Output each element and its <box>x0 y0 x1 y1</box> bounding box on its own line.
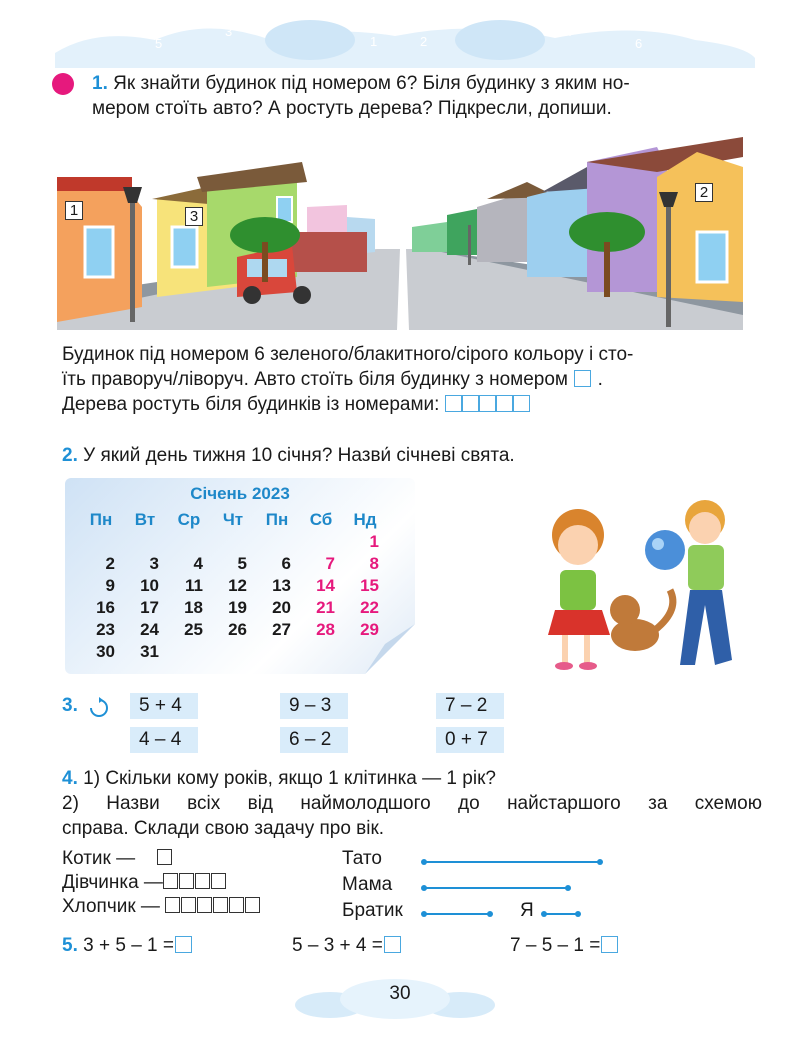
page-curl <box>365 624 415 674</box>
answer-box[interactable] <box>513 395 530 412</box>
calendar-day <box>255 642 299 664</box>
cloud-digit: 0 <box>395 16 403 31</box>
task4-text: 4. 1) Скільки кому років, якщо 1 клітинка — 1 рік? 2) Назви всіх від наймолодшого до найстаршого за схемою справа. Склади свою задачу про вік. <box>62 768 762 839</box>
house-label: 2 <box>695 183 713 202</box>
task5-expr3: 7 – 5 – 1 = <box>510 933 619 958</box>
calendar-day: 9 <box>105 576 115 595</box>
calendar-weekday: Вт <box>134 510 156 529</box>
answer-box[interactable] <box>496 395 513 412</box>
calendar-day: 4 <box>193 554 203 573</box>
calendar-day: 28 <box>316 620 335 639</box>
task-number: 1. <box>92 73 108 94</box>
task1-question-line1: Як знайти будинок під номером 6? Біля будинку з яким но- <box>113 73 630 94</box>
task2-question: 2. У який день тижня 10 січня? Назви́ січневі свята. <box>62 445 515 466</box>
calendar-weekday: Чт <box>222 510 244 529</box>
age-schema-left: Котик — Дівчинка — Хлопчик — <box>62 846 332 918</box>
calendar-weekday: Ср <box>177 510 201 529</box>
calendar-day: 25 <box>184 620 203 639</box>
calendar-day: 20 <box>272 598 291 617</box>
calendar-day: 7 <box>325 554 335 573</box>
calendar-weekday: Пн <box>265 510 289 529</box>
calendar-day <box>211 642 255 664</box>
cloud-digit: 1 <box>370 34 378 49</box>
age-cell <box>179 873 194 889</box>
children-with-cat-illustration <box>540 490 750 675</box>
calendar-day <box>79 532 123 554</box>
expression: 6 – 2 <box>280 727 348 753</box>
task1-answer <box>62 342 762 417</box>
calendar-day: 2 <box>105 554 115 573</box>
calendar-weekday: Пн <box>89 510 113 529</box>
age-cell <box>163 873 178 889</box>
calendar-day: 13 <box>272 576 291 595</box>
task5-expr1: 5. 3 + 5 – 1 = <box>62 933 193 958</box>
age-cell <box>229 897 244 913</box>
calendar-grid <box>79 510 387 664</box>
answer-box[interactable] <box>601 936 618 953</box>
calendar-day: 3 <box>149 554 159 573</box>
calendar-weekday: Сб <box>309 510 333 529</box>
calendar-day <box>167 642 211 664</box>
expression: 9 – 3 <box>280 693 348 719</box>
answer-line2: їть праворуч/ліворуч. Авто стоїть біля будинку з номером . <box>62 369 603 390</box>
cloud-digit: 8 <box>695 24 703 39</box>
task1-question-line2: мером стоїть авто? А ростуть дерева? Підкресли, допиши. <box>92 98 612 119</box>
calendar-day: 15 <box>360 576 379 595</box>
age-schema-right-ya: Я <box>520 900 534 921</box>
age-line-bratyk <box>424 913 490 915</box>
calendar-day: 24 <box>140 620 159 639</box>
calendar-day: 1 <box>369 532 379 551</box>
age-cell <box>197 897 212 913</box>
task3-number: 3. <box>62 695 78 716</box>
calendar-day: 18 <box>184 598 203 617</box>
calendar-day: 23 <box>96 620 115 639</box>
expression: 5 + 4 <box>130 693 198 719</box>
calendar-day: 16 <box>96 598 115 617</box>
answer-box[interactable] <box>175 936 192 953</box>
refresh-icon <box>88 697 110 719</box>
calendar-day: 26 <box>228 620 247 639</box>
task-number: 5. <box>62 935 78 956</box>
age-schema-right-tato: Тато <box>342 848 382 869</box>
age-cell <box>213 897 228 913</box>
age-cell <box>165 897 180 913</box>
calendar-day: 31 <box>140 642 159 661</box>
age-line-mama <box>424 887 568 889</box>
calendar <box>65 478 415 674</box>
calendar-day: 30 <box>96 642 115 661</box>
calendar-day: 6 <box>281 554 291 573</box>
calendar-day <box>123 532 167 554</box>
age-cell <box>211 873 226 889</box>
calendar-day: 11 <box>185 576 203 595</box>
answer-box[interactable] <box>445 395 462 412</box>
street-illustration <box>57 137 743 330</box>
top-clouds-banner <box>55 8 755 68</box>
calendar-day <box>211 532 255 554</box>
cloud-digit: 7 <box>105 22 113 37</box>
age-schema-right-bratyk: Братик <box>342 900 403 921</box>
calendar-day: 12 <box>228 576 247 595</box>
expression: 4 – 4 <box>130 727 198 753</box>
calendar-day: 22 <box>360 598 379 617</box>
calendar-day: 29 <box>360 620 379 639</box>
house-label: 1 <box>65 201 83 220</box>
task-number: 4. <box>62 768 78 789</box>
age-line-ya <box>544 913 578 915</box>
calendar-title: Січень 2023 <box>190 484 290 503</box>
calendar-day: 17 <box>140 598 159 617</box>
age-cell <box>245 897 260 913</box>
answer-box[interactable] <box>479 395 496 412</box>
cloud-digit: 6 <box>635 36 643 51</box>
answer-box[interactable] <box>574 370 591 387</box>
expression: 7 – 2 <box>436 693 504 719</box>
house-label: 3 <box>185 207 203 226</box>
calendar-day: 19 <box>228 598 247 617</box>
cloud-digit: 5 <box>155 36 163 51</box>
age-cell <box>181 897 196 913</box>
cloud-digit: 3 <box>225 24 233 39</box>
age-cell <box>195 873 210 889</box>
calendar-day: 14 <box>316 576 335 595</box>
answer-box[interactable] <box>384 936 401 953</box>
calendar-day: 21 <box>316 598 335 617</box>
expression: 0 + 7 <box>436 727 504 753</box>
page-number: 30 <box>389 983 411 1004</box>
calendar-day <box>255 532 299 554</box>
task1-question <box>92 71 772 121</box>
task5-expr2: 5 – 3 + 4 = <box>292 933 402 958</box>
age-cell <box>157 849 172 865</box>
bullet-dot <box>52 73 74 95</box>
calendar-day: 5 <box>237 554 247 573</box>
calendar-day: 27 <box>272 620 291 639</box>
age-line-tato <box>424 861 600 863</box>
calendar-day: 10 <box>140 576 159 595</box>
calendar-weekday: Нд <box>353 510 377 529</box>
age-schema-right-mama: Мама <box>342 874 393 895</box>
answer-line1: Будинок під номером 6 зеленого/блакитного/сірого кольору і сто- <box>62 344 634 365</box>
calendar-day <box>299 532 343 554</box>
calendar-day <box>167 532 211 554</box>
calendar-day: 8 <box>369 554 379 573</box>
calendar-day <box>299 642 343 664</box>
cloud-digit: 2 <box>420 34 428 49</box>
task-number: 2. <box>62 445 78 466</box>
answer-line3: Дерева ростуть біля будинків із номерами: <box>62 392 762 417</box>
cloud-digit: 4 <box>565 24 573 39</box>
answer-box[interactable] <box>462 395 479 412</box>
